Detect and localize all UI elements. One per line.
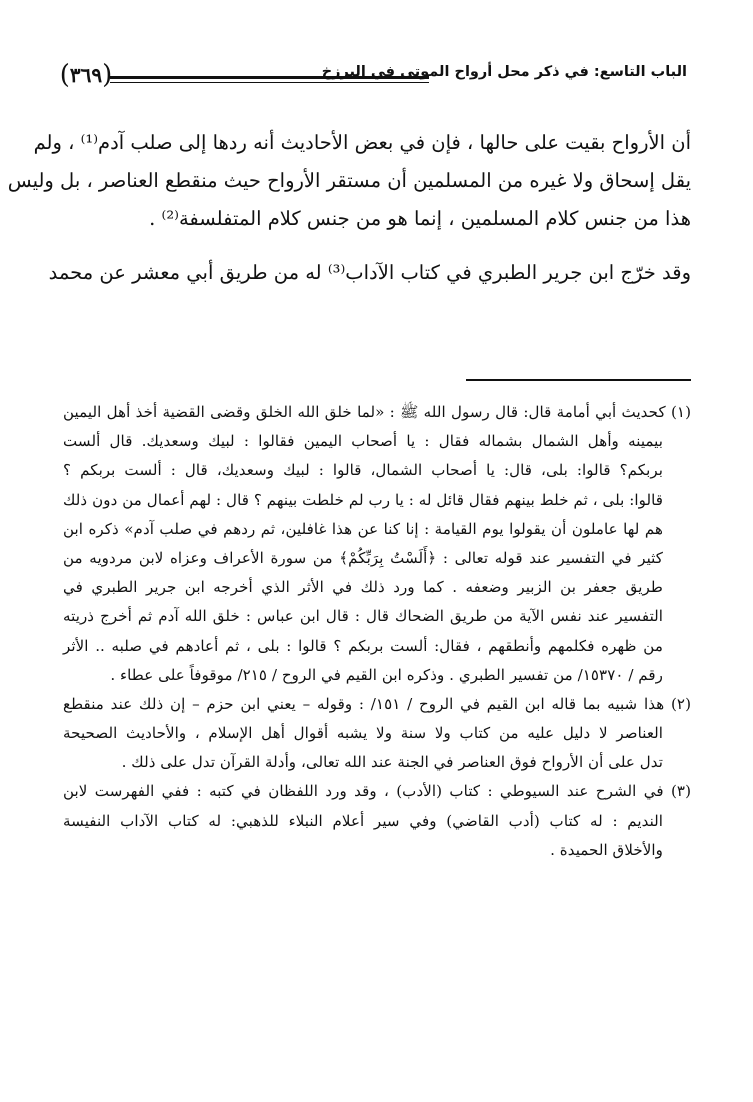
footnote-line: هم لها عاملون أن يقولوا يوم القيامة : إنا كنا عن هذا غافلين، ثم ردهم في صلب آدم» ذكره ابن	[63, 519, 663, 538]
footnote-line: (١) كحديث أبي أمامة قال: قال رسول الله ﷺ : «لما خلق الله الخلق وقضى القضية أخذ أهل اليمين	[63, 403, 691, 421]
footnote-line: تدل على أن الأرواح فوق العناصر في الجنة عند الله تعالى، وأدلة القرآن تدل على ذلك .	[121, 753, 663, 772]
running-header	[62, 58, 687, 96]
footnote-line: (٣) في الشرح عند السيوطي : كتاب (الأدب) ، وقد ورد اللفظان في كتبه : ففي الفهرست لابن	[63, 782, 691, 801]
footnote-line: قالوا: بلى ، ثم خلط بينهم فقال قائل له : يا رب لم خلطت بينهم ؟ قال : لهم أعمال من دون ذلك	[63, 490, 663, 509]
footnote-line: طريق جعفر بن الزبير وضعفه . كما ورد ذلك في الأثر الذي أخرجه ابن جرير الطبري في	[63, 578, 663, 597]
header-rule	[110, 76, 429, 79]
footnote-line: (٢) هذا شبيه بما قاله ابن القيم في الروح / ١٥١/ : وقوله – يعني ابن حزم – إن ذلك عند منقطع	[63, 694, 692, 713]
chapter-title: الباب التاسع: في ذكر محل أرواح الموتى في البرزخ	[321, 64, 687, 80]
footnote-line: بربكم؟ قالوا: بلى، قال: يا أصحاب الشمال، قالوا : لبيك وسعديك، قال : ألست بربكم ؟	[63, 461, 663, 480]
main-line: أن الأرواح بقيت على حالها ، فإن في بعض الأحاديث أنه ردها إلى صلب آدم⁽¹⁾ ، ولم	[33, 131, 691, 154]
footnote-line: النديم : له كتاب (أدب القاضي) وفي سير أعلام النبلاء للذهبي: له كتاب الآداب النفيسة	[63, 811, 663, 830]
main-line: هذا من جنس كلام المسلمين ، إنما هو من جنس كلام المتفلسفة⁽²⁾ .	[149, 207, 691, 230]
footnote-line: من ظهره فكلمهم وأنطقهم ، فقال: ألست بربكم ؟ قالوا : بلى ، ثم أعادهم في صلبه .. الأثر	[63, 636, 663, 655]
main-line: يقل إسحاق ولا غيره من المسلمين أن مستقر الأرواح حيث منقطع العناصر ، بل وليس	[7, 169, 691, 192]
footnote-line: والأخلاق الحميدة .	[550, 840, 663, 859]
footnotes	[63, 398, 691, 865]
page-number: ( ٣٦٩ )	[62, 58, 110, 92]
footnote-line: رقم / ١٥٣٧٠/ من تفسير الطبري . وذكره ابن القيم في الروح / ٢١٥/ موقوفاً على عطاء .	[110, 665, 663, 684]
footnote-line: التفسير عند نفس الآية من طريق الضحاك قال : قال ابن عباس : خلق الله آدم ثم أخرج ذريته	[63, 607, 663, 626]
main-line: وقد خرّج ابن جرير الطبري في كتاب الآداب⁽³⁾ له من طريق أبي معشر عن محمد	[48, 261, 691, 284]
footnote-line: بيمينه وأهل الشمال بشماله فقال : يا أصحاب اليمين فقالوا : لبيك وسعديك. قال ألست	[63, 432, 663, 451]
footnote-line: كثير في التفسير عند قوله تعالى : ﴿أَلَسْتُ بِرَبِّكُمْ﴾ من سورة الأعراف وعزاه لابن مردويه من	[63, 548, 663, 567]
footnote-line: العناصر لا دليل عليه من كتاب ولا سنة ولا يشبه أقوال أهل الإسلام ، والأحاديث الصحيحة	[63, 724, 663, 743]
footnote-separator	[466, 379, 691, 381]
main-text	[7, 124, 691, 292]
